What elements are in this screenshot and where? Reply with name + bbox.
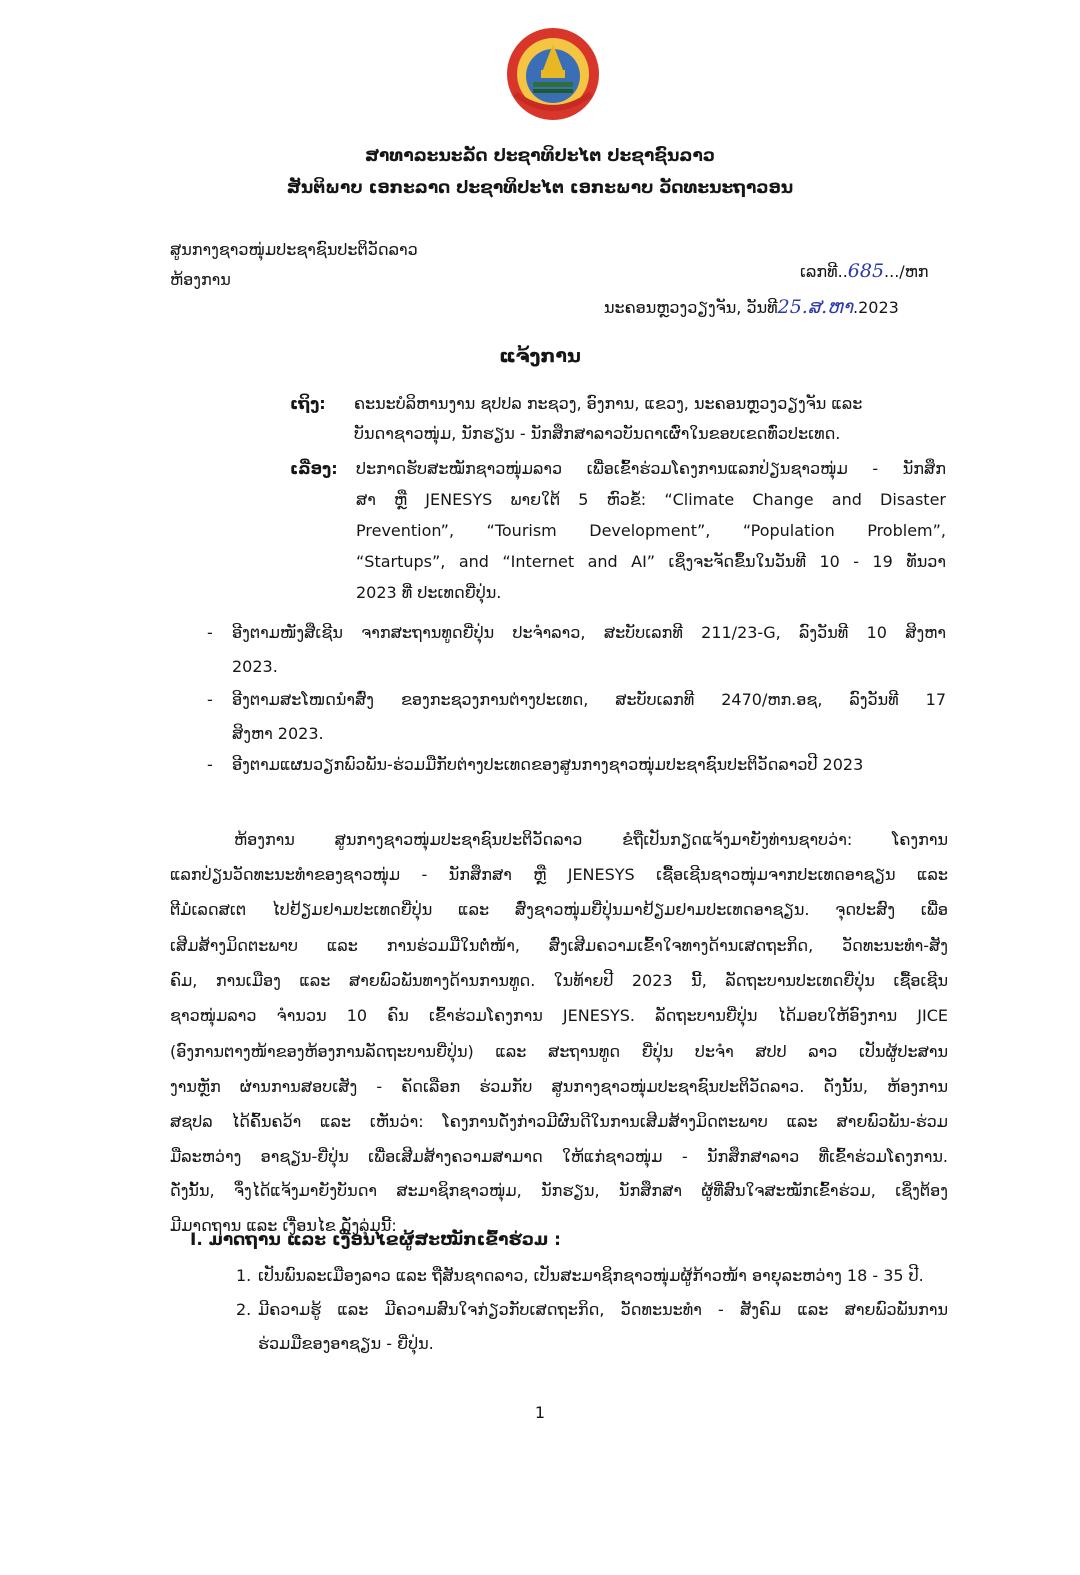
body-line: ດັ່ງນັ້ນ, ຈຶ່ງໄດ້ແຈ້ງມາຍັງບັນດາ ສະມາຊິກຊາວໜຸ່ມ, ນັກຮຽນ, ນັກສຶກສາ ຜູ້ທີ່ສົນໃຈສະໝັກເຂົ້າຮ່ວມ, ເຊິ່ງຕ້ອງ: [170, 1181, 948, 1200]
to-line: ບັນດາຊາວໜຸ່ມ, ນັກຮຽນ - ນັກສຶກສາລາວບັນດາເຜົ່າໃນຂອບເຂດທົ່ວປະເທດ.: [354, 424, 841, 443]
reference-prefix: ເລກທີ..: [800, 262, 848, 281]
subject-line: 2023 ທີ່ ປະເທດຍີ່ປຸ່ນ.: [356, 583, 502, 602]
reference-line: ສິງຫາ 2023.: [232, 724, 324, 743]
body-line: ມີມາດຖານ ແລະ ເງື່ອນໄຂ ດັ່ງລຸ່ມນີ້:: [170, 1216, 397, 1235]
subject-line: ສາ ຫຼື JENESYS ພາຍໃຕ້ 5 ຫົວຂໍ້: “Climate Change and Disaster: [356, 490, 946, 509]
body-line: (ອົງການຕາງໜ້າຂອງຫ້ອງການລັດຖະບານຍີ່ປຸ່ນ) ແລະ ສະຖານທູດ ຍີ່ປຸ່ນ ປະຈຳ ສປປ ລາວ ເປັນຜູ້ປະສານ: [170, 1042, 948, 1061]
document-date: [604, 296, 899, 318]
reference-bullet: -: [207, 623, 213, 642]
reference-suffix: .../ຫກ: [884, 262, 929, 281]
body-line: ຄົມ, ການເມືອງ ແລະ ສາຍພົວພັນທາງດ້ານການທູດ. ໃນທ້າຍປີ 2023 ນີ້, ລັດຖະບານປະເທດຍີ່ປຸ່ນ ເຊື້ອເຊີນ: [170, 971, 948, 990]
body-line: ແລກປ່ຽນວັດທະນະທຳຂອງຊາວໜຸ່ມ - ນັກສຶກສາ ຫຼື JENESYS ເຊື້ອເຊີນຊາວໜຸ່ມຈາກປະເທດອາຊຽນ ແລະ: [170, 865, 948, 884]
body-line: ສຊປລ ໄດ້ຄົ້ນຄວ້າ ແລະ ເຫັນວ່າ: ໂຄງການດັ່ງກ່າວມີຜົນດີໃນການເສີມສ້າງມິດຕະພາບ ແລະ ສາຍພົວພັນ-ຮ່ວມ: [170, 1112, 948, 1131]
date-prefix: ນະຄອນຫຼວງວຽງຈັນ, ວັນທີ: [604, 298, 778, 317]
reference-line: ອີງຕາມສະໂໜດນຳສົ່ງ ຂອງກະຊວງການຕ່າງປະເທດ, ສະບັບເລກທີ 2470/ຫກ.ອຊ, ລົງວັນທີ 17: [232, 690, 946, 709]
national-motto: ສັນຕິພາບ ເອກະລາດ ປະຊາທິປະໄຕ ເອກະພາບ ວັດທະນະຖາວອນ: [286, 178, 794, 198]
body-line: ມືລະຫວ່າງ ອາຊຽນ-ຍີ່ປຸ່ນ ເພື່ອເສີມສ້າງຄວາມສາມາດ ໃຫ້ແກ່ຊາວໜຸ່ມ - ນັກສຶກສາລາວ ທີ່ເຂົ້າຮ່ວມໂຄງການ.: [170, 1147, 948, 1166]
body-line: ງານຫຼັກ ຜ່ານການສອບເສັງ - ຄັດເລືອກ ຮ່ວມກັບ ສູນກາງຊາວໜຸ່ມປະຊາຊົນປະຕິວັດລາວ. ດັ່ງນັ້ນ, ຫ້ອງການ: [170, 1077, 948, 1096]
national-emblem-icon: [503, 22, 603, 122]
body-line: ຕີມໍເລດສເຕ ໄປຢ້ຽມຢາມປະເທດຍີ່ປຸ່ນ ແລະ ສົ່ງຊາວໜຸ່ມຍີ່ປຸ່ນມາຢ້ຽມຢາມປະເທດອາຊຽນ. ຈຸດປະສົງ ເພື່ອ: [170, 900, 948, 919]
page-number: 1: [534, 1403, 546, 1422]
list-item-number: 2.: [236, 1300, 252, 1319]
reference-bullet: -: [207, 690, 213, 709]
reference-number: [800, 260, 929, 282]
reference-line: ອີງຕາມແຜນວຽກພົວພັນ-ຮ່ວມມືກັບຕ່າງປະເທດຂອງສູນກາງຊາວໜຸ່ມປະຊາຊົນປະຕິວັດລາວປີ 2023: [232, 755, 864, 774]
to-line: ຄະນະບໍລິຫານງານ ຊປປລ ກະຊວງ, ອົງການ, ແຂວງ, ນະຄອນຫຼວງວຽງຈັນ ແລະ: [354, 394, 863, 413]
date-handwritten: 25.ສ.ຫາ: [777, 296, 854, 318]
list-item-text: ຮ່ວມມືຂອງອາຊຽນ - ຍີ່ປຸ່ນ.: [258, 1334, 434, 1353]
section-heading: I. ມາດຖານ ແລະ ເງື່ອນໄຂຜູ້ສະໝັກເຂົ້າຮ່ວມ :: [190, 1230, 561, 1250]
reference-line: 2023.: [232, 657, 278, 676]
body-line: ເສີມສ້າງມິດຕະພາບ ແລະ ການຮ່ວມມືໃນຕໍ່ໜ້າ, ສົ່ງເສີມຄວາມເຂົ້າໃຈທາງດ້ານເສດຖະກິດ, ວັດທະນະທຳ-ສັງ: [170, 936, 948, 955]
body-line: ຫ້ອງການ ສູນກາງຊາວໜຸ່ມປະຊາຊົນປະຕິວັດລາວ ຂໍຖືເປັນກຽດແຈ້ງມາຍັງທ່ານຊາບວ່າ: ໂຄງການ: [234, 830, 948, 849]
date-suffix: .2023: [853, 298, 899, 317]
organization-dept: ຫ້ອງການ: [170, 270, 231, 289]
to-label: ເຖິງ:: [290, 394, 326, 413]
list-item-text: ເປັນພົນລະເມືອງລາວ ແລະ ຖືສັນຊາດລາວ, ເປັນສະມາຊິກຊາວໜຸ່ມຜູ້ກ້າວໜ້າ ອາຍຸລະຫວ່າງ 18 - 35 ປີ.: [258, 1266, 924, 1285]
body-line: ຊາວໜຸ່ມລາວ ຈຳນວນ 10 ຄົນ ເຂົ້າຮ່ວມໂຄງການ JENESYS. ລັດຖະບານຍີ່ປຸ່ນ ໄດ້ມອບໃຫ້ອົງການ JICE: [170, 1006, 948, 1025]
list-item-text: ມີຄວາມຮູ້ ແລະ ມີຄວາມສົນໃຈກ່ຽວກັບເສດຖະກິດ, ວັດທະນະທຳ - ສັງຄົມ ແລະ ສາຍພົວພັນການ: [258, 1300, 948, 1319]
list-item-number: 1.: [236, 1266, 252, 1285]
reference-handwritten-number: 685: [847, 260, 885, 282]
organization-name: ສູນກາງຊາວໜຸ່ມປະຊາຊົນປະຕິວັດລາວ: [170, 240, 418, 259]
national-header: ສາທາລະນະລັດ ປະຊາທິປະໄຕ ປະຊາຊົນລາວ: [365, 146, 715, 166]
subject-line: “Startups”, and “Internet and AI” ເຊິ່ງຈະຈັດຂຶ້ນໃນວັນທີ 10 - 19 ທັນວາ: [356, 552, 946, 571]
document-title: ແຈ້ງການ: [499, 345, 581, 367]
subject-line: Prevention”, “Tourism Development”, “Population Problem”,: [356, 521, 946, 540]
subject-label: ເລື່ອງ:: [290, 459, 338, 478]
reference-bullet: -: [207, 755, 213, 774]
subject-line: ປະກາດຮັບສະໝັກຊາວໜຸ່ມລາວ ເພື່ອເຂົ້າຮ່ວມໂຄງການແລກປ່ຽນຊາວໜຸ່ມ - ນັກສຶກ: [356, 459, 946, 478]
reference-line: ອີງຕາມໜັງສືເຊີນ ຈາກສະຖານທູດຍີ່ປຸ່ນ ປະຈຳລາວ, ສະບັບເລກທີ 211/23-G, ລົງວັນທີ 10 ສິງຫາ: [232, 623, 946, 642]
